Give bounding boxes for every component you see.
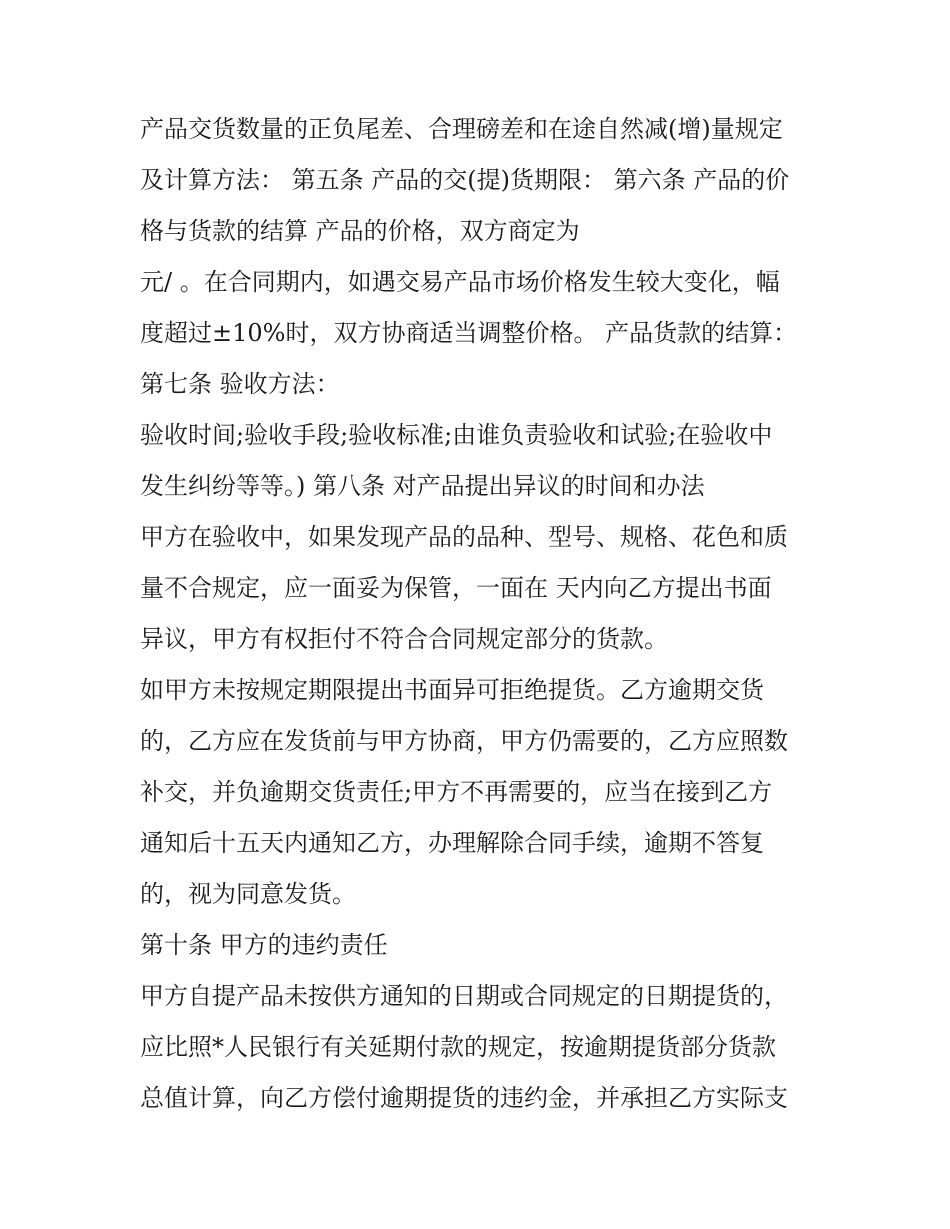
text-line: 应比照*人民银行有关延期付款的规定，按逾期提货部分货款	[140, 1033, 776, 1061]
text-line: 总值计算，向乙方偿付逾期提货的违约金，并承担乙方实际支	[140, 1084, 788, 1112]
text-line: 验收时间;验收手段;验收标准;由谁负责验收和试验;在验收中	[140, 421, 773, 449]
text-line: 的，乙方应在发货前与甲方协商，甲方仍需要的，乙方应照数	[140, 727, 788, 755]
contract-text-block	[140, 104, 820, 1124]
text-line: 元/ 。在合同期内，如遇交易产品市场价格发生较大变化，幅	[140, 268, 780, 296]
section-heading: 第十条 甲方的违约责任	[140, 931, 388, 959]
text-line: 产品交货数量的正负尾差、合理磅差和在途自然减(增)量规定	[140, 115, 783, 143]
text-line: 量不合规定，应一面妥为保管，一面在 天内向乙方提出书面	[140, 574, 772, 602]
text-line: 如甲方未按规定期限提出书面异可拒绝提货。乙方逾期交货	[140, 676, 764, 704]
text-line: 甲方在验收中，如果发现产品的品种、型号、规格、花色和质	[140, 523, 788, 551]
text-line: 通知后十五天内通知乙方，办理解除合同手续，逾期不答复	[140, 829, 764, 857]
text-line: 异议，甲方有权拒付不符合合同规定部分的货款。	[140, 625, 668, 653]
text-line: 及计算方法： 第五条 产品的交(提)货期限： 第六条 产品的价	[140, 166, 790, 194]
text-line: 格与货款的结算 产品的价格，双方商定为	[140, 217, 580, 245]
text-line: 补交，并负逾期交货责任;甲方不再需要的，应当在接到乙方	[140, 778, 773, 806]
text-line: 度超过±10%时，双方协商适当调整价格。 产品货款的结算：	[140, 319, 798, 347]
text-line: 发生纠纷等等。) 第八条 对产品提出异议的时间和办法	[140, 472, 705, 500]
text-line: 的，视为同意发货。	[140, 880, 356, 908]
text-line: 甲方自提产品未按供方通知的日期或合同规定的日期提货的，	[140, 982, 788, 1010]
section-heading: 第七条 验收方法：	[140, 370, 340, 398]
